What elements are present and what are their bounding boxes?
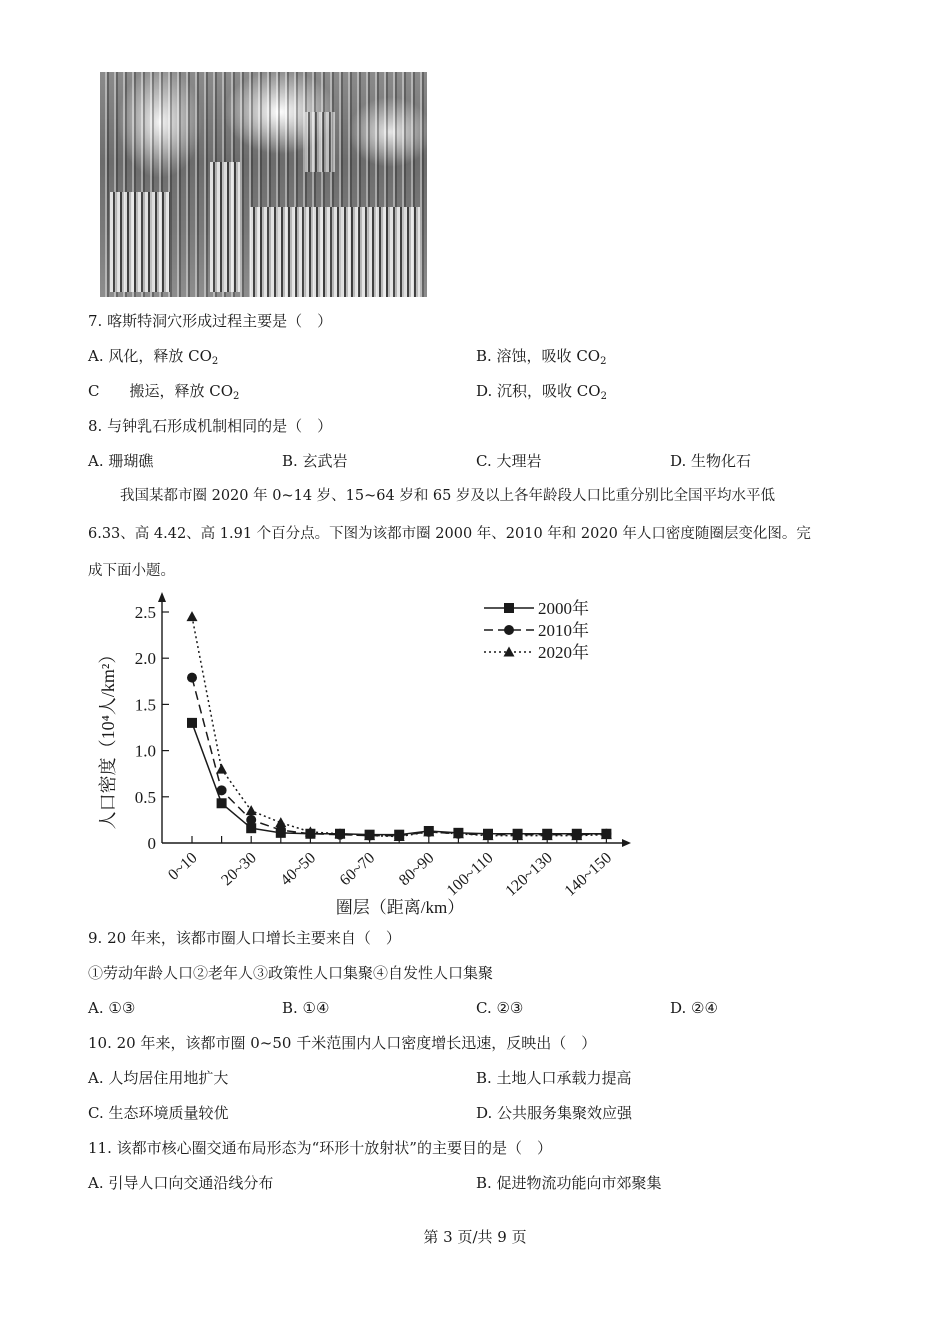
q7-stem: 7. 喀斯特洞穴形成过程主要是（ ） (88, 312, 333, 330)
x-tick-label: 100~110 (443, 849, 497, 900)
y-tick-label: 1.5 (134, 695, 156, 715)
y-tick-label: 1.0 (134, 741, 156, 761)
q8-stem: 8. 与钟乳石形成机制相同的是（ ） (88, 417, 333, 435)
q10-option-a[interactable]: A. 人均居住用地扩大 (88, 1069, 229, 1087)
q9-stem: 9. 20 年来，该都市圈人口增长主要来自（ ） (88, 929, 401, 947)
x-tick-label: 20~30 (218, 849, 260, 890)
passage-line-2: 6.33、高 4.42、高 1.91 个百分点。下图为该都市圈 2000 年、2010 年和 2020 年人口密度随圈层变化图。完 (88, 526, 811, 542)
q11-option-b[interactable]: B. 促进物流功能向市郊聚集 (476, 1174, 662, 1192)
passage-line-1: 我国某都市圈 2020 年 0~14 岁、15~64 岁和 65 岁及以上各年龄段人口比重分别比全国平均水平低 (120, 488, 775, 504)
chart-legend (484, 598, 589, 662)
q10-option-b[interactable]: B. 土地人口承载力提高 (476, 1069, 632, 1087)
q7-option-b[interactable]: B. 溶蚀，吸收 $CO_2$ (476, 347, 607, 367)
q9-option-b[interactable]: B. ①④ (282, 999, 330, 1017)
x-tick-label: 80~90 (395, 849, 438, 890)
y-tick-label: 2.0 (134, 649, 156, 669)
q8-option-b[interactable]: B. 玄武岩 (282, 452, 348, 470)
q9-option-d[interactable]: D. ②④ (670, 999, 718, 1017)
cave-photo (100, 72, 427, 297)
x-tick-label: 40~50 (277, 849, 320, 890)
y-tick-label: 2.5 (134, 603, 156, 622)
x-tick-label: 120~130 (502, 849, 556, 900)
passage-line-3: 成下面小题。 (88, 563, 175, 579)
q10-option-d[interactable]: D. 公共服务集聚效应强 (476, 1104, 633, 1122)
q8-option-d[interactable]: D. 生物化石 (670, 452, 752, 470)
q11-option-a[interactable]: A. 引导人口向交通沿线分布 (88, 1174, 274, 1192)
y-axis-arrow-icon (158, 592, 166, 602)
q7-option-a[interactable]: A. 风化，释放 $CO_2$ (88, 347, 219, 367)
q11-stem: 11. 该都市核心圈交通布局形态为“环形十放射状”的主要目的是（ ） (88, 1139, 552, 1157)
population-density-chart (90, 590, 650, 920)
x-tick-label: 140~150 (561, 849, 616, 900)
q10-stem: 10. 20 年来，该都市圈 0~50 千米范围内人口密度增长迅速，反映出（ ） (88, 1034, 597, 1052)
x-axis-label: 圈层（距离/km） (335, 898, 465, 917)
legend-label: 2000年 (538, 599, 589, 618)
y-tick-label: 0 (147, 834, 156, 853)
x-axis-arrow-icon (622, 839, 631, 847)
x-tick-label: 60~70 (336, 849, 379, 890)
q9-option-a[interactable]: A. ①③ (88, 999, 136, 1017)
legend-label: 2010年 (538, 621, 589, 640)
q8-option-a[interactable]: A. 珊瑚礁 (88, 452, 154, 470)
page-number: 第 3 页/共 9 页 (423, 1228, 527, 1246)
q7-option-c[interactable]: C 搬运，释放 $CO_2$ (88, 382, 240, 402)
chart-svg (90, 590, 650, 920)
y-axis-label: 人口密度（10⁴人/km²） (98, 645, 118, 830)
legend-label: 2020年 (538, 643, 589, 662)
q7-option-d[interactable]: D. 沉积，吸收 $CO_2$ (476, 382, 607, 402)
q9-option-c[interactable]: C. ②③ (476, 999, 524, 1017)
q9-items: ①劳动年龄人口②老年人③政策性人口集聚④自发性人口集聚 (88, 964, 494, 982)
series-2010年 (187, 673, 611, 841)
y-tick-label: 0.5 (134, 787, 156, 807)
q10-option-c[interactable]: C. 生态环境质量较优 (88, 1104, 229, 1122)
x-tick-label: 0~10 (165, 849, 201, 884)
q8-option-c[interactable]: C. 大理岩 (476, 452, 542, 470)
